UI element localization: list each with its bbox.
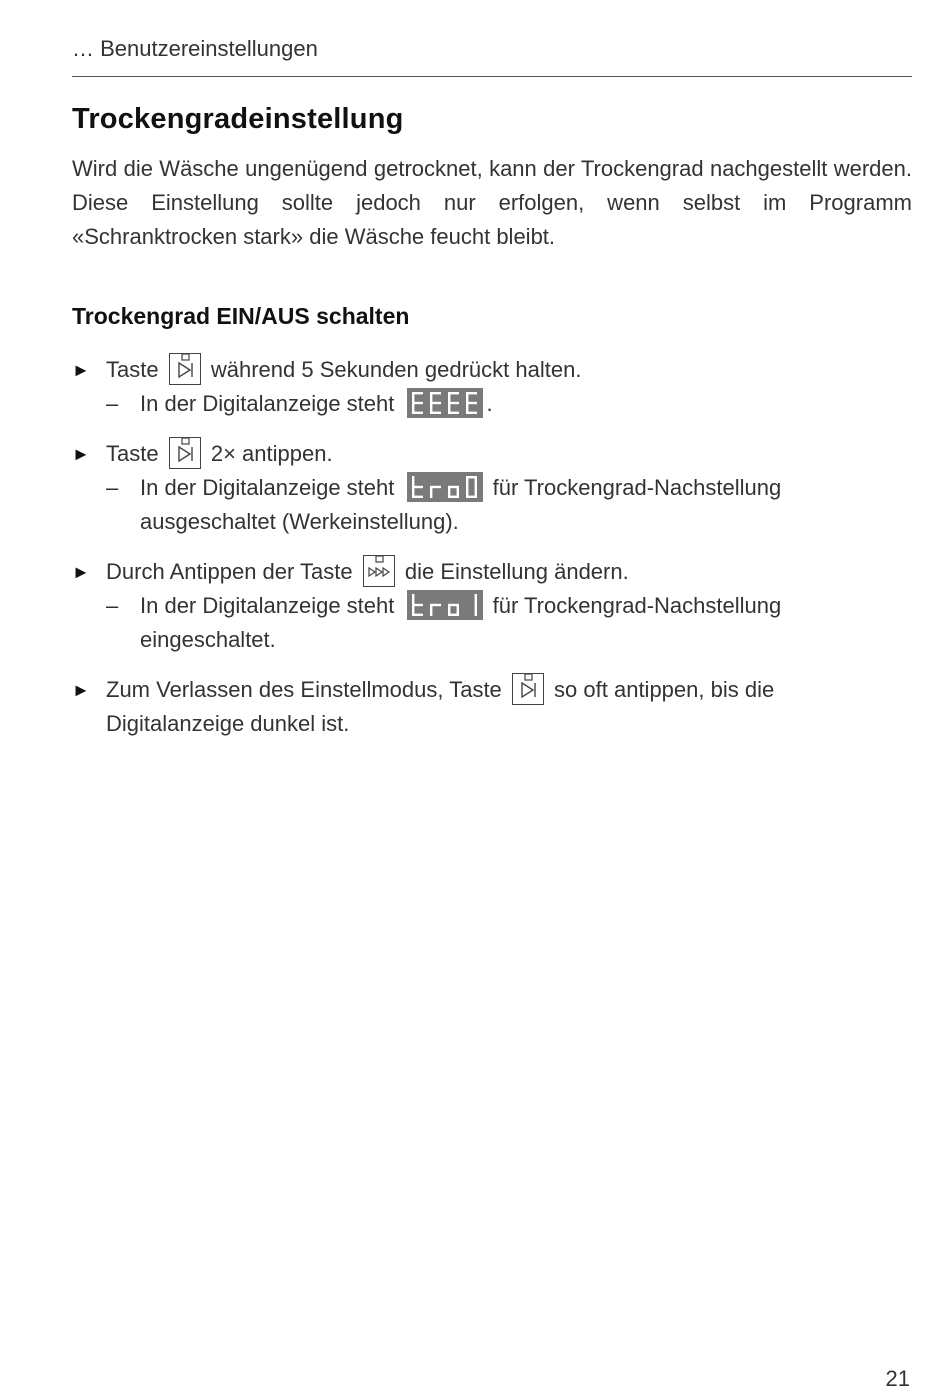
start-skip-key-icon [169, 353, 201, 385]
result-text-before: In der Digitalanzeige steht [140, 391, 395, 416]
bullet-arrow-icon: ► [72, 562, 90, 582]
step-text-before: Taste [106, 357, 159, 382]
step-text-before: Zum Verlassen des Einstellmodus, Taste [106, 677, 502, 702]
result-text-after: für Trockengrad-Nachstellung ausgeschaltet (Werkeinstellung). [140, 475, 782, 534]
dash: – [106, 475, 119, 500]
bullet-arrow-icon: ► [72, 360, 90, 380]
page-number: 21 [885, 1366, 910, 1391]
running-header: … Benutzereinstellungen [72, 36, 318, 61]
dash: – [106, 593, 119, 618]
bullet-arrow-icon: ► [72, 444, 90, 464]
step-4 [72, 673, 912, 741]
result-text-before: In der Digitalanzeige steht [140, 475, 395, 500]
result-text-after: . [486, 391, 493, 416]
intro-paragraph: Wird die Wäsche ungenügend getrocknet, kann der Trockengrad nachgestellt werden. Diese Einstellung sollte jedoch nur erfolgen, wenn selbst im Programm «Schranktrocken stark» die Wäsche feucht bleibt. [72, 156, 912, 249]
lcd-display-tro1 [407, 590, 483, 620]
step-1-result [106, 387, 912, 421]
step-text-after: während 5 Sekunden gedrückt halten. [210, 357, 582, 382]
lcd-display-tro0 [407, 472, 483, 502]
step-text-after: 2× antippen. [210, 441, 333, 466]
step-text-after: so oft antippen, bis die Digitalanzeige dunkel ist. [106, 677, 775, 736]
step-text-before: Durch Antippen der Taste [106, 559, 353, 584]
fast-forward-key-icon [363, 555, 395, 587]
step-3 [72, 555, 912, 657]
step-2-result [106, 471, 912, 539]
start-skip-key-icon [512, 673, 544, 705]
step-1 [72, 353, 912, 421]
section-title: Trockengradeinstellung [72, 103, 404, 135]
header-divider [72, 76, 912, 77]
lcd-display-eeee [407, 388, 483, 418]
step-3-result [106, 589, 912, 657]
result-text-after: für Trockengrad-Nachstellung eingeschaltet. [140, 593, 782, 652]
step-2 [72, 437, 912, 539]
step-text-before: Taste [106, 441, 159, 466]
dash: – [106, 391, 119, 416]
step-text-after: die Einstellung ändern. [404, 559, 629, 584]
bullet-arrow-icon: ► [72, 680, 90, 700]
result-text-before: In der Digitalanzeige steht [140, 593, 395, 618]
subsection-title: Trockengrad EIN/AUS schalten [72, 303, 410, 329]
start-skip-key-icon [169, 437, 201, 469]
